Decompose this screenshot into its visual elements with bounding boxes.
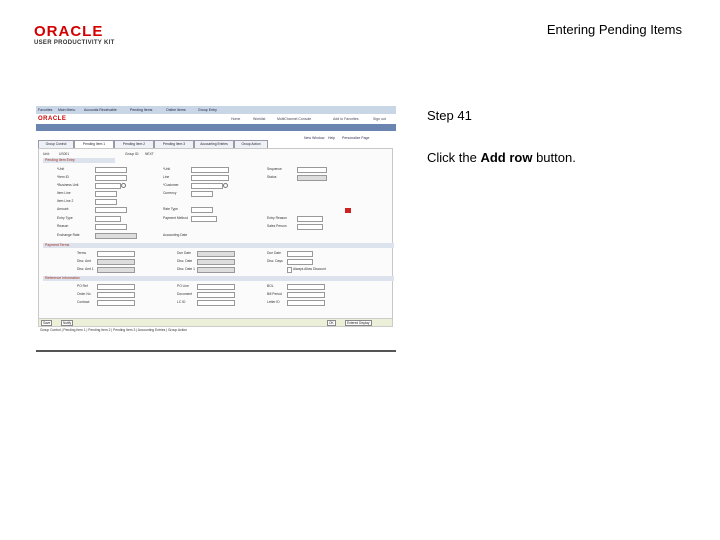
menu-pending[interactable]: Pending Items <box>130 108 153 112</box>
unit-label: Unit: <box>43 152 50 156</box>
lookup-icon[interactable] <box>121 183 126 188</box>
label-q6: Payment Method <box>163 216 188 220</box>
label-t2: Order No <box>77 292 91 296</box>
field-p4[interactable] <box>95 191 117 197</box>
field-t3[interactable] <box>97 300 135 306</box>
lookup-icon[interactable] <box>223 183 228 188</box>
label-r2: Status <box>267 175 277 179</box>
menu-main[interactable]: Main Menu <box>58 108 76 112</box>
link-worklist[interactable]: Worklist <box>253 117 266 121</box>
label-p2: *Item ID <box>57 175 69 179</box>
label-s6: Disc. Date 1 <box>177 267 195 271</box>
menu-group-entry[interactable]: Group Entry <box>198 108 217 112</box>
label-p3: *Business Unit <box>57 183 79 187</box>
application-screenshot <box>36 106 396 352</box>
tab-pending-item-1[interactable]: Pending Item 1 <box>74 140 114 149</box>
field-q5[interactable] <box>191 207 213 213</box>
divider-rule <box>36 350 396 352</box>
label-t4: PO Line <box>177 284 189 288</box>
label-t7: BOL <box>267 284 274 288</box>
field-p3[interactable] <box>95 183 121 189</box>
instruction-target: Add row <box>480 150 533 165</box>
menu-online[interactable]: Online Items <box>166 108 186 112</box>
label-p1: *Unit <box>57 167 65 171</box>
field-t9[interactable] <box>287 300 325 306</box>
label-s7: Due Date <box>267 251 281 255</box>
label-s1: Terms <box>77 251 86 255</box>
label-q1: *Unit <box>163 167 171 171</box>
field-p2[interactable] <box>95 175 127 181</box>
label-r1: Sequence <box>267 167 282 171</box>
save-button[interactable]: Save <box>43 321 51 325</box>
label-t5: Document <box>177 292 193 296</box>
field-s4 <box>197 251 235 257</box>
ok-button[interactable]: OK <box>329 321 334 325</box>
field-q3[interactable] <box>191 183 223 189</box>
field-p1[interactable] <box>95 167 127 173</box>
label-t8: Bill Period <box>267 292 282 296</box>
tab-pending-item-3[interactable]: Pending Item 3 <box>154 140 194 149</box>
label-s8: Disc. Days <box>267 259 283 263</box>
field-s3 <box>97 267 135 273</box>
label-q7: Accounting Date <box>163 233 188 237</box>
field-q4[interactable] <box>191 191 213 197</box>
section-reference-info: Reference Information <box>43 276 394 281</box>
header-links <box>201 116 396 123</box>
menu-favorites[interactable]: Favorites <box>38 108 53 112</box>
label-q4: Currency <box>163 191 177 195</box>
field-r3[interactable] <box>297 216 323 222</box>
label-q3: *Customer <box>163 183 179 187</box>
label-p7: Entry Type <box>57 216 73 220</box>
section-payment-terms: Payment Terms <box>43 243 394 248</box>
field-r1[interactable] <box>297 167 327 173</box>
field-t6[interactable] <box>197 300 235 306</box>
label-t6: LC ID <box>177 300 186 304</box>
field-s5 <box>197 259 235 265</box>
field-q6[interactable] <box>191 216 217 222</box>
top-menu-bar <box>36 106 396 114</box>
label-r3: Entry Reason <box>267 216 287 220</box>
group-label: Group ID: <box>125 152 140 156</box>
oracle-upk-logo <box>34 24 134 48</box>
label-s2: Disc. Amt <box>77 259 91 263</box>
pending-item-panel <box>38 148 393 320</box>
label-t1: PO Ref <box>77 284 88 288</box>
add-row-button[interactable] <box>345 208 351 213</box>
field-r2 <box>297 175 327 181</box>
label-q2: Line <box>163 175 170 179</box>
label-p8: Reason <box>57 224 69 228</box>
link-help[interactable]: Help <box>328 136 336 140</box>
field-t2[interactable] <box>97 292 135 298</box>
field-s7[interactable] <box>287 251 313 257</box>
notify-button[interactable]: Notify <box>63 321 72 325</box>
tab-accounting-entries[interactable]: Accounting Entries <box>194 140 234 149</box>
label-p6: Amount <box>57 207 69 211</box>
page-tabs <box>38 140 298 148</box>
page-bottom-links[interactable]: Group Control | Pending Item 1 | Pending Item 2 | Pending Item 3 | Accounting Entries | Group Action <box>40 328 188 332</box>
link-add-favorites[interactable]: Add to Favorites <box>333 117 359 121</box>
field-t8[interactable] <box>287 292 325 298</box>
page-title: Entering Pending Items <box>546 22 682 37</box>
tab-group-control[interactable]: Group Control <box>38 140 74 149</box>
label-p9: Exchange Rate <box>57 233 80 237</box>
logo-subtitle: USER PRODUCTIVITY KIT <box>34 40 115 46</box>
instruction-prefix: Click the <box>427 150 481 165</box>
field-t7[interactable] <box>287 284 325 290</box>
tab-group-action[interactable]: Group Action <box>234 140 268 149</box>
label-p4: Item Line <box>57 191 71 195</box>
field-t5[interactable] <box>197 292 235 298</box>
entered-display-button[interactable]: Entered Display <box>347 321 370 325</box>
app-oracle-logo: ORACLE <box>38 116 67 122</box>
link-new-window[interactable]: New Window <box>304 136 325 140</box>
field-p5[interactable] <box>95 199 117 205</box>
label-t9: Letter ID <box>267 300 280 304</box>
field-s6 <box>197 267 235 273</box>
field-p9 <box>95 233 137 239</box>
field-p6[interactable] <box>95 207 127 213</box>
label-r4: Sales Person <box>267 224 287 228</box>
label-t3: Contract <box>77 300 90 304</box>
link-sign-out[interactable]: Sign out <box>373 117 386 121</box>
page-footer-toolbar <box>38 318 393 327</box>
header-band <box>36 124 396 131</box>
group-value: NEXT <box>145 152 154 156</box>
field-q1[interactable] <box>191 167 229 173</box>
link-home[interactable]: Home <box>231 117 241 121</box>
step-instruction <box>427 150 576 165</box>
label-s9: Always Allow Discount <box>293 267 326 271</box>
field-q2[interactable] <box>191 175 229 181</box>
label-s4: Due Date <box>177 251 191 255</box>
link-personalize[interactable]: Personalize Page <box>342 136 370 140</box>
label-s3: Disc. Amt 1 <box>77 267 94 271</box>
field-p7[interactable] <box>95 216 121 222</box>
step-number: Step 41 <box>427 108 472 123</box>
label-q5: Rate Type <box>163 207 178 211</box>
instruction-suffix: button. <box>532 150 576 165</box>
always-allow-discount-checkbox[interactable] <box>287 267 292 273</box>
field-r4[interactable] <box>297 224 323 230</box>
section-pending-item: Pending Item Entry <box>43 158 115 163</box>
label-s5: Disc. Date <box>177 259 193 263</box>
field-s8[interactable] <box>287 259 313 265</box>
field-t4[interactable] <box>197 284 235 290</box>
logo-brand: ORACLE <box>34 23 104 40</box>
field-s1[interactable] <box>97 251 135 257</box>
menu-ar[interactable]: Accounts Receivable <box>84 108 117 112</box>
label-p5: Item Line 2 <box>57 199 74 203</box>
field-t1[interactable] <box>97 284 135 290</box>
tab-pending-item-2[interactable]: Pending Item 2 <box>114 140 154 149</box>
link-multichannel[interactable]: MultiChannel Console <box>277 117 312 121</box>
field-p8[interactable] <box>95 224 127 230</box>
field-s2 <box>97 259 135 265</box>
unit-value: US001 <box>59 152 70 156</box>
